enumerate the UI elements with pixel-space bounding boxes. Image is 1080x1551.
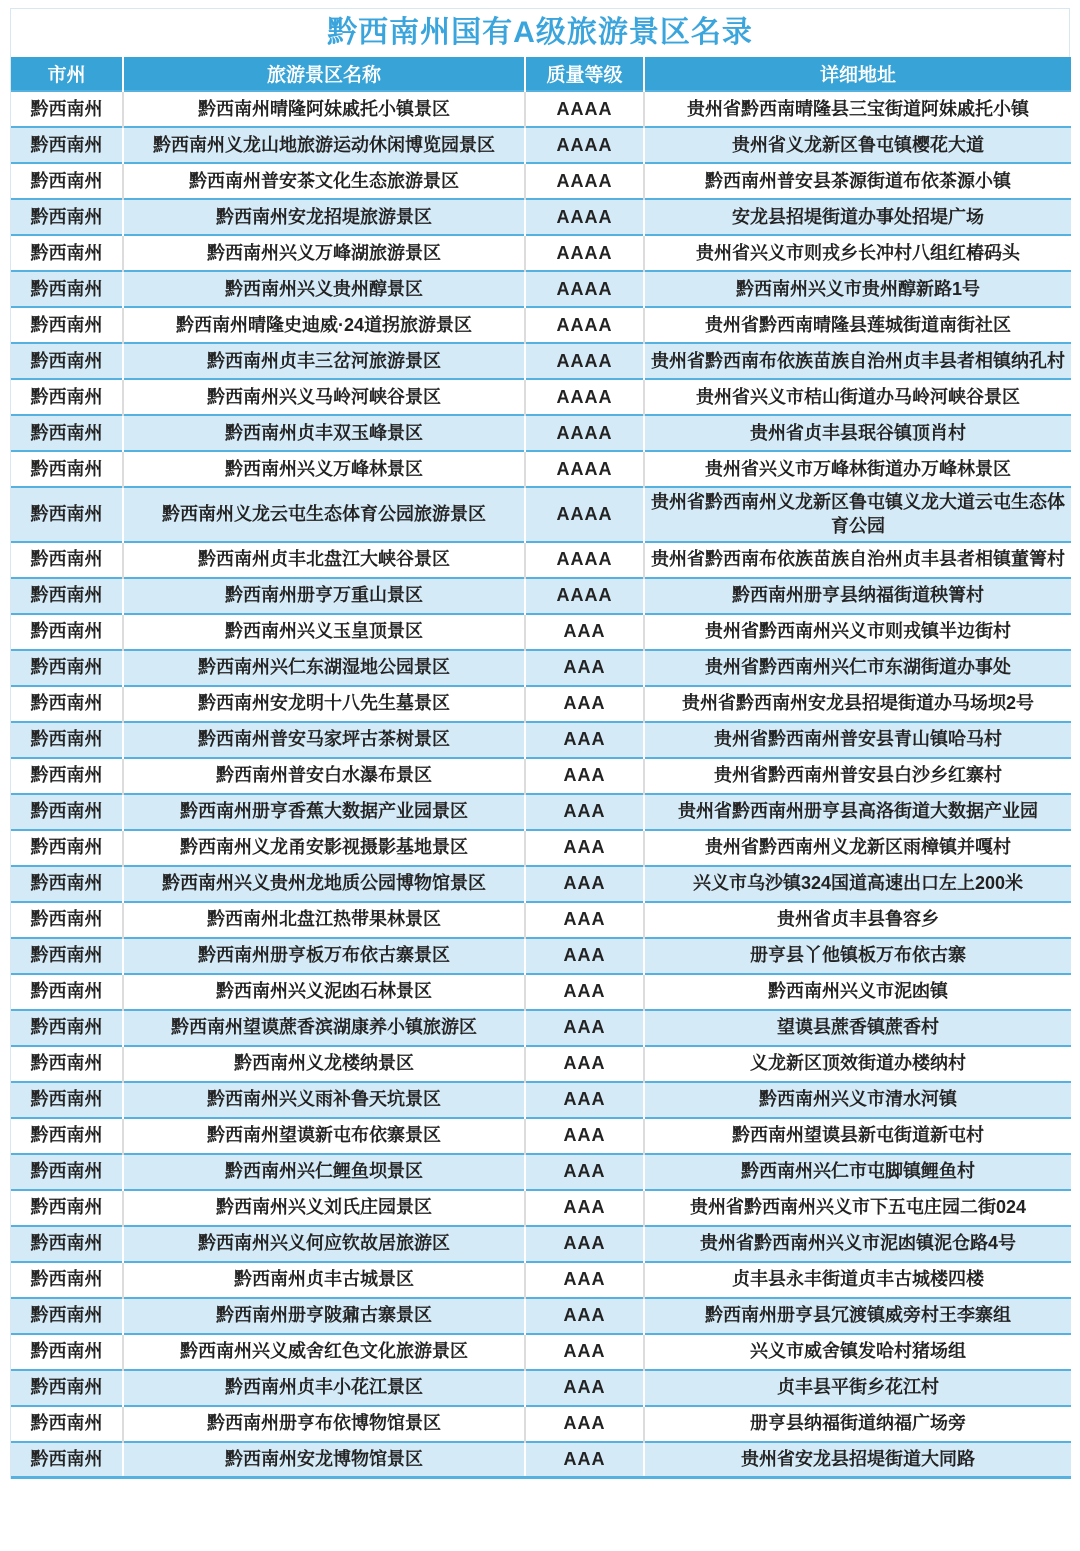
table-row [11,1190,1071,1226]
cell-city: 黔西南州 [11,758,123,794]
col-header-city: 市州 [11,57,123,91]
cell-address: 黔西南州望谟县新屯街道新屯村 [644,1118,1071,1154]
cell-city: 黔西南州 [11,379,123,415]
cell-city: 黔西南州 [11,866,123,902]
cell-name: 黔西南州兴义玉皇顶景区 [123,614,525,650]
col-header-address: 详细地址 [644,57,1071,91]
cell-city: 黔西南州 [11,794,123,830]
cell-address: 贞丰县平街乡花江村 [644,1370,1071,1406]
cell-name: 黔西南州义龙楼纳景区 [123,1046,525,1082]
cell-address: 贵州省黔西南州兴仁市东湖街道办事处 [644,650,1071,686]
cell-grade: AAAA [525,199,644,235]
table-row [11,235,1071,271]
page-title: 黔西南州国有A级旅游景区名录 [11,9,1069,57]
cell-name: 黔西南州贞丰三岔河旅游景区 [123,343,525,379]
cell-address: 贵州省安龙县招堤街道大同路 [644,1442,1071,1478]
cell-name: 黔西南州兴义何应钦故居旅游区 [123,1226,525,1262]
cell-address: 贵州省黔西南州兴义市下五屯庄园二街024 [644,1190,1071,1226]
table-row [11,902,1071,938]
cell-grade: AAA [525,866,644,902]
cell-grade: AAAA [525,271,644,307]
cell-name: 黔西南州贞丰小花江景区 [123,1370,525,1406]
cell-address: 义龙新区顶效街道办楼纳村 [644,1046,1071,1082]
cell-grade: AAA [525,1046,644,1082]
cell-address: 黔西南州普安县茶源街道布依茶源小镇 [644,163,1071,199]
cell-name: 黔西南州义龙山地旅游运动休闲博览园景区 [123,127,525,163]
table-row [11,1046,1071,1082]
table-row [11,163,1071,199]
cell-name: 黔西南州册亨陂鼐古寨景区 [123,1298,525,1334]
cell-city: 黔西南州 [11,1190,123,1226]
cell-address: 贵州省黔西南州普安县白沙乡红寨村 [644,758,1071,794]
cell-grade: AAAA [525,235,644,271]
cell-address: 贵州省黔西南州安龙县招堤街道办马场坝2号 [644,686,1071,722]
cell-grade: AAA [525,686,644,722]
cell-name: 黔西南州贞丰古城景区 [123,1262,525,1298]
cell-address: 贵州省黔西南州义龙新区雨樟镇并嘎村 [644,830,1071,866]
cell-city: 黔西南州 [11,974,123,1010]
cell-grade: AAAA [525,542,644,578]
cell-address: 贵州省黔西南晴隆县三宝街道阿妹戚托小镇 [644,91,1071,127]
table-row [11,1118,1071,1154]
cell-grade: AAA [525,1298,644,1334]
cell-city: 黔西南州 [11,199,123,235]
cell-grade: AAAA [525,379,644,415]
cell-name: 黔西南州兴义万峰湖旅游景区 [123,235,525,271]
cell-name: 黔西南州贞丰北盘江大峡谷景区 [123,542,525,578]
cell-name: 黔西南州册亨布依博物馆景区 [123,1406,525,1442]
cell-address: 黔西南州兴义市泥凼镇 [644,974,1071,1010]
table-row [11,451,1071,487]
cell-address: 册亨县丫他镇板万布依古寨 [644,938,1071,974]
table-row [11,722,1071,758]
cell-address: 贵州省兴义市万峰林街道办万峰林景区 [644,451,1071,487]
cell-grade: AAA [525,902,644,938]
cell-grade: AAA [525,1154,644,1190]
table-row [11,1082,1071,1118]
cell-city: 黔西南州 [11,902,123,938]
cell-name: 黔西南州晴隆阿妹戚托小镇景区 [123,91,525,127]
table-row [11,415,1071,451]
cell-grade: AAAA [525,415,644,451]
col-header-grade: 质量等级 [525,57,644,91]
cell-grade: AAA [525,1442,644,1478]
cell-grade: AAAA [525,307,644,343]
table-row [11,1010,1071,1046]
table-row [11,686,1071,722]
cell-address: 贵州省黔西南州兴义市泥凼镇泥仓路4号 [644,1226,1071,1262]
cell-city: 黔西南州 [11,1082,123,1118]
cell-grade: AAA [525,830,644,866]
table-row [11,379,1071,415]
cell-city: 黔西南州 [11,578,123,614]
cell-city: 黔西南州 [11,1226,123,1262]
cell-city: 黔西南州 [11,127,123,163]
cell-city: 黔西南州 [11,487,123,542]
cell-address: 贵州省兴义市则戎乡长冲村八组红椿码头 [644,235,1071,271]
cell-name: 黔西南州安龙明十八先生墓景区 [123,686,525,722]
cell-city: 黔西南州 [11,451,123,487]
header-row [11,57,1071,91]
cell-name: 黔西南州义龙甬安影视摄影基地景区 [123,830,525,866]
cell-grade: AAA [525,974,644,1010]
cell-name: 黔西南州册亨万重山景区 [123,578,525,614]
cell-name: 黔西南州望谟新屯布依寨景区 [123,1118,525,1154]
cell-city: 黔西南州 [11,235,123,271]
cell-name: 黔西南州晴隆史迪威·24道拐旅游景区 [123,307,525,343]
cell-address: 贵州省黔西南晴隆县莲城街道南街社区 [644,307,1071,343]
cell-city: 黔西南州 [11,91,123,127]
cell-address: 贵州省黔西南州兴义市则戎镇半边街村 [644,614,1071,650]
cell-grade: AAA [525,1262,644,1298]
cell-address: 贵州省义龙新区鲁屯镇樱花大道 [644,127,1071,163]
scenic-area-sheet [10,8,1070,1479]
table-row [11,1154,1071,1190]
cell-grade: AAA [525,722,644,758]
cell-city: 黔西南州 [11,1154,123,1190]
cell-name: 黔西南州贞丰双玉峰景区 [123,415,525,451]
cell-name: 黔西南州兴义雨补鲁天坑景区 [123,1082,525,1118]
scenic-area-table [11,57,1071,1479]
table-row [11,271,1071,307]
cell-grade: AAA [525,1370,644,1406]
table-row [11,866,1071,902]
cell-address: 贵州省黔西南州普安县青山镇哈马村 [644,722,1071,758]
cell-grade: AAAA [525,163,644,199]
cell-name: 黔西南州兴义泥凼石林景区 [123,974,525,1010]
cell-city: 黔西南州 [11,650,123,686]
cell-grade: AAAA [525,451,644,487]
cell-city: 黔西南州 [11,722,123,758]
cell-name: 黔西南州兴义刘氏庄园景区 [123,1190,525,1226]
cell-name: 黔西南州义龙云屯生态体育公园旅游景区 [123,487,525,542]
cell-address: 黔西南州兴义市贵州醇新路1号 [644,271,1071,307]
table-row [11,199,1071,235]
cell-address: 黔西南州兴义市清水河镇 [644,1082,1071,1118]
table-row [11,830,1071,866]
cell-city: 黔西南州 [11,163,123,199]
cell-grade: AAA [525,938,644,974]
cell-city: 黔西南州 [11,1046,123,1082]
cell-grade: AAA [525,1082,644,1118]
cell-address: 贵州省贞丰县鲁容乡 [644,902,1071,938]
cell-city: 黔西南州 [11,830,123,866]
table-row [11,542,1071,578]
cell-grade: AAAA [525,578,644,614]
cell-grade: AAA [525,794,644,830]
table-row [11,1298,1071,1334]
cell-grade: AAA [525,1334,644,1370]
cell-grade: AAA [525,614,644,650]
cell-grade: AAAA [525,343,644,379]
cell-grade: AAA [525,650,644,686]
cell-address: 安龙县招堤街道办事处招堤广场 [644,199,1071,235]
table-row [11,1406,1071,1442]
cell-city: 黔西南州 [11,686,123,722]
table-row [11,614,1071,650]
cell-name: 黔西南州册亨香蕉大数据产业园景区 [123,794,525,830]
cell-address: 贵州省黔西南州义龙新区鲁屯镇义龙大道云屯生态体育公园 [644,487,1071,542]
cell-city: 黔西南州 [11,307,123,343]
cell-city: 黔西南州 [11,938,123,974]
cell-name: 黔西南州普安马家坪古茶树景区 [123,722,525,758]
table-row [11,487,1071,542]
cell-grade: AAAA [525,487,644,542]
cell-city: 黔西南州 [11,1406,123,1442]
table-row [11,1262,1071,1298]
cell-grade: AAA [525,1226,644,1262]
cell-name: 黔西南州安龙博物馆景区 [123,1442,525,1478]
cell-grade: AAAA [525,127,644,163]
cell-city: 黔西南州 [11,614,123,650]
table-row [11,938,1071,974]
cell-grade: AAA [525,1190,644,1226]
cell-address: 贵州省黔西南州册亨县高洛街道大数据产业园 [644,794,1071,830]
table-row [11,343,1071,379]
cell-name: 黔西南州兴仁东湖湿地公园景区 [123,650,525,686]
cell-name: 黔西南州兴义马岭河峡谷景区 [123,379,525,415]
cell-name: 黔西南州册亨板万布依古寨景区 [123,938,525,974]
cell-city: 黔西南州 [11,1262,123,1298]
cell-city: 黔西南州 [11,1334,123,1370]
cell-name: 黔西南州兴义贵州龙地质公园博物馆景区 [123,866,525,902]
cell-address: 贵州省兴义市桔山街道办马岭河峡谷景区 [644,379,1071,415]
cell-name: 黔西南州兴义贵州醇景区 [123,271,525,307]
table-row [11,1442,1071,1478]
cell-address: 黔西南州册亨县纳福街道秧箐村 [644,578,1071,614]
cell-name: 黔西南州北盘江热带果林景区 [123,902,525,938]
col-header-name: 旅游景区名称 [123,57,525,91]
cell-grade: AAA [525,1406,644,1442]
cell-address: 贵州省黔西南布依族苗族自治州贞丰县者相镇董箐村 [644,542,1071,578]
cell-city: 黔西南州 [11,1370,123,1406]
cell-address: 兴义市乌沙镇324国道高速出口左上200米 [644,866,1071,902]
table-row [11,1226,1071,1262]
cell-name: 黔西南州兴义威舍红色文化旅游景区 [123,1334,525,1370]
cell-address: 兴义市威舍镇发哈村猪场组 [644,1334,1071,1370]
cell-address: 黔西南州兴仁市屯脚镇鲤鱼村 [644,1154,1071,1190]
cell-name: 黔西南州兴仁鲤鱼坝景区 [123,1154,525,1190]
cell-name: 黔西南州望谟蔗香滨湖康养小镇旅游区 [123,1010,525,1046]
cell-address: 贞丰县永丰街道贞丰古城楼四楼 [644,1262,1071,1298]
table-row [11,650,1071,686]
cell-city: 黔西南州 [11,1442,123,1478]
table-row [11,974,1071,1010]
cell-address: 贵州省黔西南布依族苗族自治州贞丰县者相镇纳孔村 [644,343,1071,379]
cell-name: 黔西南州兴义万峰林景区 [123,451,525,487]
cell-city: 黔西南州 [11,1010,123,1046]
cell-address: 黔西南州册亨县冗渡镇威旁村王李寨组 [644,1298,1071,1334]
cell-name: 黔西南州安龙招堤旅游景区 [123,199,525,235]
table-row [11,758,1071,794]
cell-grade: AAA [525,758,644,794]
table-row [11,91,1071,127]
table-row [11,127,1071,163]
cell-grade: AAA [525,1010,644,1046]
cell-city: 黔西南州 [11,415,123,451]
cell-address: 册亨县纳福街道纳福广场旁 [644,1406,1071,1442]
cell-name: 黔西南州普安茶文化生态旅游景区 [123,163,525,199]
table-body [11,91,1071,1478]
table-row [11,794,1071,830]
cell-city: 黔西南州 [11,542,123,578]
cell-city: 黔西南州 [11,343,123,379]
table-row [11,1334,1071,1370]
cell-city: 黔西南州 [11,1298,123,1334]
cell-address: 望谟县蔗香镇蔗香村 [644,1010,1071,1046]
cell-city: 黔西南州 [11,271,123,307]
table-row [11,1370,1071,1406]
cell-grade: AAA [525,1118,644,1154]
cell-grade: AAAA [525,91,644,127]
table-row [11,578,1071,614]
cell-city: 黔西南州 [11,1118,123,1154]
cell-address: 贵州省贞丰县珉谷镇顶肖村 [644,415,1071,451]
cell-name: 黔西南州普安白水瀑布景区 [123,758,525,794]
table-row [11,307,1071,343]
